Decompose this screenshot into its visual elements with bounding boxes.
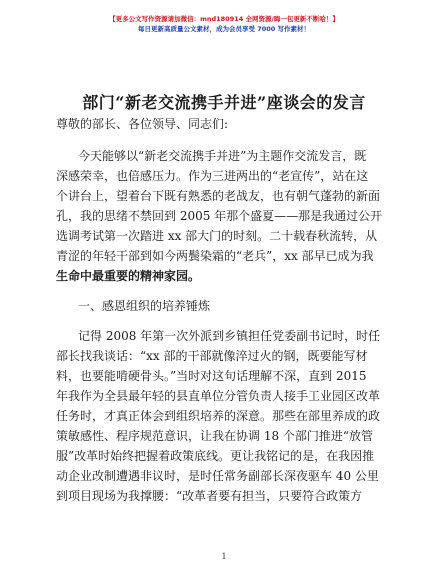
body-line: 部长找我谈话：“xx 部的干部就像淬过火的钢，既要能写材	[56, 349, 368, 363]
promo-banner-line-1: 【更多公文写作资源请加微信：mnd180914 全网资源/晦一包更新不断哈！】	[109, 15, 339, 23]
body-line: 选调考试第一次踏进 xx 部大门的时刻。二十载春秋流转，从	[56, 229, 378, 243]
body-line: 料，也要能啃硬骨头。”当时对这句话理解不深，直到 2015	[56, 369, 367, 383]
body-line: 今天能够以“新老交流携手并进”为主题作交流发言，既	[78, 149, 367, 163]
body-line: 年我作为全县最年轻的县直单位分管负责人接手工业园区改革	[56, 389, 381, 403]
page-number: 1	[221, 552, 227, 561]
body-line: 到项目现场为我撑腰：“改革者要有担当，只要符合政策方	[56, 489, 363, 503]
body-line: 尊敬的部长、各位领导、同志们:	[56, 117, 229, 131]
body-line: 个讲台上，望着台下既有熟悉的老战友，也有朝气蓬勃的新面	[56, 189, 381, 203]
body-line: 动企业改制遭遇非议时，是时任常务副部长深夜驱车 40 公里	[56, 469, 379, 483]
body-line: 记得 2008 年第一次外派到乡镇担任党委副书记时，时任	[78, 329, 381, 343]
document-title: 部门“新老交流携手并进”座谈会的发言	[82, 93, 366, 112]
body-line: 生命中最重要的精神家园。	[56, 269, 201, 283]
body-line: 青涩的年轻干部到如今两鬓染霜的“老兵”，xx 部早已成为我	[56, 249, 374, 263]
body-line: 策敏感性、程序规范意识，让我在协调 18 个部门推进“放管	[56, 429, 374, 443]
body-line: 深感荣幸，也倍感压力。作为三进两出的“老宣传”，站在这	[56, 169, 369, 183]
promo-banner-line-2: 每日更新高质量公文素材，成为会员享受 7000 写作素材！	[137, 25, 311, 33]
body-line: 任务时，才真正体会到组织培养的深意。那些在部里养成的政	[56, 409, 381, 423]
body-line: 一、感恩组织的培养锤炼	[78, 299, 211, 313]
body-line: 孔，我的思绪不禁回到 2005 年那个盛夏——那是我通过公开	[56, 209, 383, 223]
body-line: 服”改革时始终把握着政策底线。更让我铭记的是，在我因推	[56, 449, 375, 463]
